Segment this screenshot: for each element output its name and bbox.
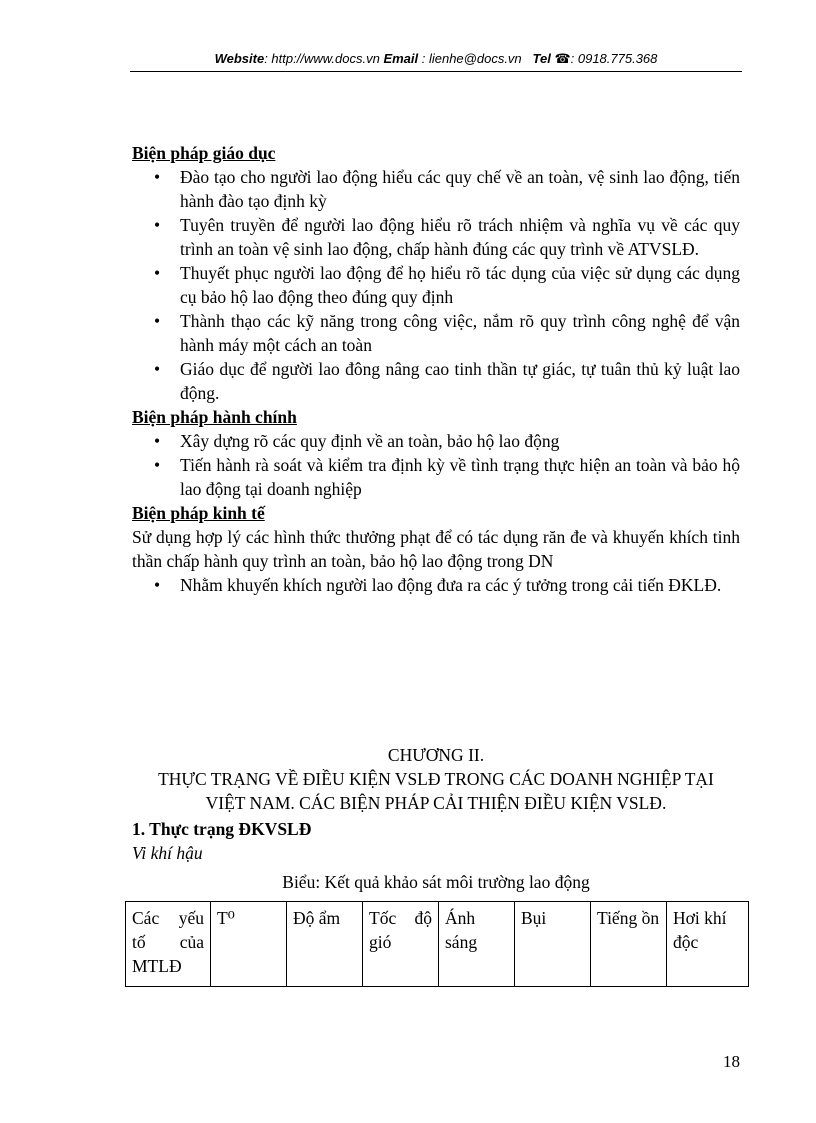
tel-label: Tel: [532, 51, 551, 66]
list-item: • Thành thạo các kỹ năng trong công việc, nắm rõ quy trình công nghệ để vận hành máy một cách an toàn: [132, 309, 740, 357]
chapter-number: CHƯƠNG II.: [387, 745, 485, 765]
table-row: [126, 902, 749, 987]
table-header-cell: Tiếng ồn: [591, 902, 667, 987]
email-label: Email: [383, 51, 419, 66]
website-value: : http://www.docs.vn: [264, 51, 380, 66]
table-header-cell: T⁰: [211, 902, 287, 987]
administrative-list: [132, 429, 740, 501]
table-header-cell: Các yếu tố của MTLĐ: [126, 902, 211, 987]
email-value: : lienhe@docs.vn: [418, 51, 522, 66]
education-heading: Biện pháp giáo dục: [132, 143, 276, 163]
economic-list: [132, 573, 740, 597]
list-item: • Giáo dục để người lao đông nâng cao tinh thần tự giác, tự tuân thủ kỷ luật lao động.: [132, 357, 740, 405]
list-item: • Thuyết phục người lao động để họ hiểu rõ tác dụng của việc sử dụng các dụng cụ bảo hộ lao động theo đúng quy định: [132, 261, 740, 309]
survey-table: [125, 901, 749, 987]
chapter-heading: [132, 743, 740, 815]
list-item: • Đào tạo cho người lao động hiểu các quy chế về an toàn, vệ sinh lao động, tiến hành đào tạo định kỳ: [132, 165, 740, 213]
administrative-heading: Biện pháp hành chính: [132, 407, 297, 427]
table-header-cell: Bụi: [515, 902, 591, 987]
website-label: Website: [214, 51, 265, 66]
header-divider: [130, 71, 742, 72]
list-item: • Tuyên truyền để người lao động hiểu rõ trách nhiệm và nghĩa vụ về các quy trình an toàn vệ sinh lao động, chấp hành đúng các quy trình về ATVSLĐ.: [132, 213, 740, 261]
section-subtitle: Vi khí hậu: [132, 843, 203, 863]
tel-value: : 0918.775.368: [570, 51, 658, 66]
table-caption: Biểu: Kết quả khảo sát môi trường lao động: [282, 872, 590, 892]
list-item: • Nhằm khuyến khích người lao động đưa ra các ý tưởng trong cải tiến ĐKLĐ.: [132, 573, 740, 597]
table-header-cell: Ánh sáng: [439, 902, 515, 987]
page-header: [130, 51, 742, 67]
table-header-cell: Hơi khí độc: [667, 902, 749, 987]
section-title: 1. Thực trạng ĐKVSLĐ: [132, 819, 312, 839]
list-item: • Xây dựng rõ các quy định về an toàn, bảo hộ lao động: [132, 429, 740, 453]
chapter-title-line2: VIỆT NAM. CÁC BIỆN PHÁP CẢI THIỆN ĐIỀU KIỆN VSLĐ.: [205, 793, 667, 813]
table-header-cell: Tốc độ gió: [363, 902, 439, 987]
chapter-title-line1: THỰC TRẠNG VỀ ĐIỀU KIỆN VSLĐ TRONG CÁC DOANH NGHIỆP TẠI: [158, 769, 714, 789]
economic-paragraph: Sử dụng hợp lý các hình thức thưởng phạt để có tác dụng răn đe và khuyến khích tinh thần chấp hành quy trình an toàn, bảo hộ lao động trong DN: [132, 527, 740, 571]
economic-heading: Biện pháp kinh tế: [132, 503, 265, 523]
page-number: 18: [723, 1052, 740, 1071]
section-1: [132, 817, 740, 865]
table-header-cell: Độ ẩm: [287, 902, 363, 987]
education-list: [132, 165, 740, 405]
list-item: • Tiến hành rà soát và kiểm tra định kỳ về tình trạng thực hiện an toàn và bảo hộ lao động tại doanh nghiệp: [132, 453, 740, 501]
document-body: [132, 141, 740, 597]
phone-icon: ☎: [554, 51, 571, 66]
